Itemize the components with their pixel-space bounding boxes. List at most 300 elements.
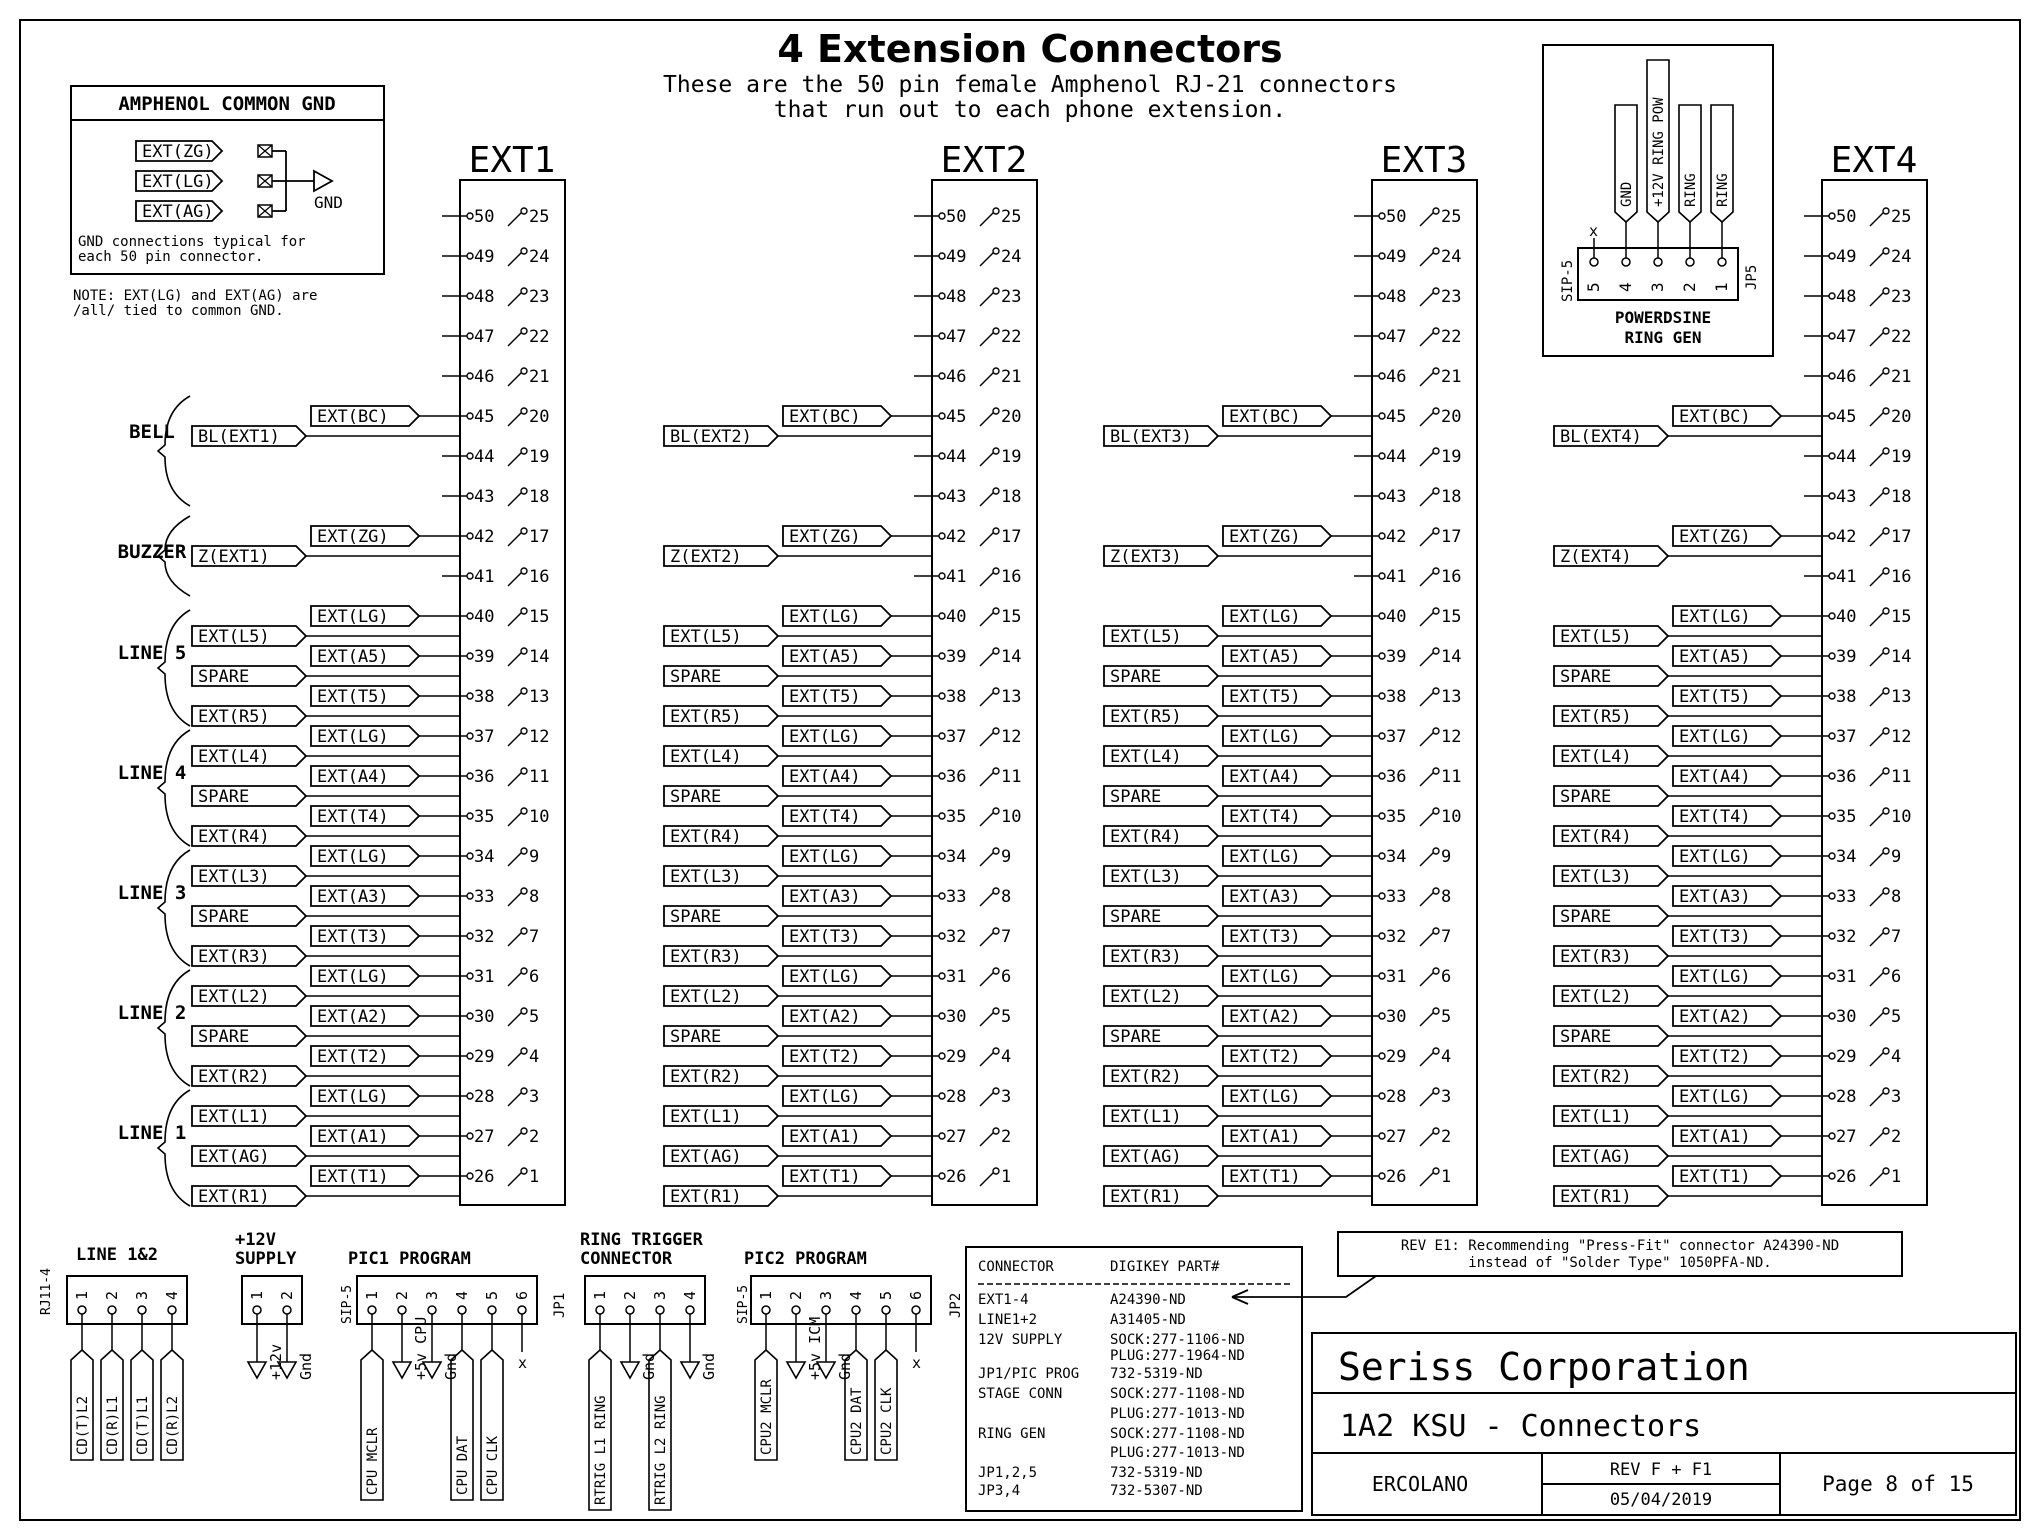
inner-signal-flag — [1223, 1126, 1331, 1147]
inner-signal-flag — [1673, 1006, 1781, 1027]
inner-signal-flag — [783, 606, 891, 627]
inner-signal-flag-text: EXT(T4) — [1229, 807, 1301, 827]
line-outer-flag — [1554, 906, 1668, 927]
inner-signal-flag-text: EXT(BC) — [1229, 407, 1301, 427]
pin-number-inner: 11 — [1891, 767, 1912, 787]
header-pin — [398, 1306, 406, 1314]
pin-contact — [521, 1088, 527, 1094]
line-outer-flag-text: EXT(L3) — [670, 867, 742, 887]
pin-number-inner: 25 — [1001, 207, 1022, 227]
pin-number-inner: 22 — [529, 327, 550, 347]
inner-signal-flag-text: EXT(A1) — [1229, 1127, 1301, 1147]
pin-number-inner: 1 — [1001, 1167, 1012, 1187]
pin-number-inner: 7 — [529, 927, 540, 947]
pin-contact — [1883, 608, 1889, 614]
inner-signal-flag-text: EXT(LG) — [789, 607, 861, 627]
pin-diagonal — [508, 852, 522, 866]
group-brace — [158, 396, 190, 506]
pin-number-inner: 6 — [1001, 967, 1012, 987]
pin-contact — [993, 968, 999, 974]
header-pin — [882, 1306, 890, 1314]
line-outer-flag — [1104, 1066, 1218, 1087]
pin-contact — [939, 813, 945, 819]
inner-signal-flag — [1223, 1006, 1331, 1027]
line-outer-flag-text: EXT(L3) — [198, 867, 270, 887]
header-pic2-end-label: JP2 — [948, 1292, 964, 1318]
parts-table-row — [978, 1426, 1245, 1442]
inner-signal-flag-text: EXT(A5) — [1229, 647, 1301, 667]
inner-signal-flag — [783, 1126, 891, 1147]
pin-contact — [1883, 568, 1889, 574]
ring-gen-signal-label: +12V RING POW — [1651, 97, 1667, 207]
line-outer-flag — [1104, 1186, 1218, 1207]
header-pic1-end-label: JP1 — [552, 1292, 568, 1318]
amphenol-signal-flag-2 — [136, 201, 222, 222]
pin-number-outer: 48 — [1836, 287, 1857, 307]
pin-contact — [1379, 773, 1385, 779]
pin-number-outer: 32 — [1836, 927, 1857, 947]
inner-signal-flag — [783, 1166, 891, 1187]
pin-diagonal — [1870, 212, 1884, 226]
inner-signal-flag-text: EXT(LG) — [317, 1087, 389, 1107]
pin-contact — [1433, 1168, 1439, 1174]
pin-contact — [939, 1013, 945, 1019]
pin-contact — [1379, 253, 1385, 259]
pin-number-outer: 40 — [1836, 607, 1857, 627]
pin-diagonal — [1870, 732, 1884, 746]
pin-number-inner: 18 — [1001, 487, 1022, 507]
pin-diagonal — [1870, 612, 1884, 626]
inner-signal-flag — [1223, 886, 1331, 907]
pin-diagonal — [1870, 332, 1884, 346]
pin-diagonal — [508, 612, 522, 626]
header-pin — [518, 1306, 526, 1314]
inner-signal-flag — [1673, 846, 1781, 867]
inner-signal-flag — [311, 606, 419, 627]
line-outer-flag-text: EXT(R4) — [198, 827, 270, 847]
inner-signal-flag — [1673, 646, 1781, 667]
pin-number-outer: 50 — [946, 207, 967, 227]
pin-number-outer: 42 — [1386, 527, 1407, 547]
header-pin — [488, 1306, 496, 1314]
inner-signal-flag — [311, 526, 419, 547]
pin-contact — [1883, 1168, 1889, 1174]
header-line12-side-label: RJ11-4 — [39, 1268, 54, 1315]
pin-contact — [993, 208, 999, 214]
pin-number-outer: 46 — [474, 367, 495, 387]
pin-contact — [1433, 408, 1439, 414]
pin-diagonal — [508, 1012, 522, 1026]
inner-signal-flag — [1223, 726, 1331, 747]
group-brace — [158, 970, 190, 1086]
pin-contact — [1883, 368, 1889, 374]
connector-ext2 — [664, 140, 1037, 1207]
inner-signal-flag — [1673, 1086, 1781, 1107]
pin-diagonal — [508, 1052, 522, 1066]
inner-signal-flag — [1223, 806, 1331, 827]
pin-number-outer: 28 — [1386, 1087, 1407, 1107]
pin-contact — [939, 973, 945, 979]
inner-signal-flag-text: EXT(A2) — [1679, 1007, 1751, 1027]
inner-signal-flag — [783, 1046, 891, 1067]
header-pic2-title: PIC2 PROGRAM — [744, 1249, 867, 1269]
header-pin-number: 2 — [103, 1290, 121, 1300]
pin-contact — [1433, 768, 1439, 774]
pin-diagonal — [1420, 772, 1434, 786]
pin-diagonal — [980, 1052, 994, 1066]
inner-signal-flag-text: EXT(A3) — [789, 887, 861, 907]
pin-contact — [939, 253, 945, 259]
inner-signal-flag — [311, 886, 419, 907]
line-outer-flag — [1104, 946, 1218, 967]
inner-signal-flag-text: EXT(A4) — [1229, 767, 1301, 787]
pin-contact — [467, 1173, 473, 1179]
pin-contact — [939, 653, 945, 659]
pin-number-outer: 39 — [1386, 647, 1407, 667]
pin-contact — [1883, 208, 1889, 214]
pin-number-inner: 10 — [1001, 807, 1022, 827]
pin-diagonal — [508, 892, 522, 906]
pin-diagonal — [980, 772, 994, 786]
pin-contact — [1829, 1013, 1835, 1019]
pin-number-inner: 17 — [1441, 527, 1462, 547]
inner-signal-flag — [311, 686, 419, 707]
pin-contact — [939, 1053, 945, 1059]
pin-contact — [939, 333, 945, 339]
pin-number-inner: 17 — [529, 527, 550, 547]
pin-contact — [1883, 1088, 1889, 1094]
pin-number-inner: 4 — [1001, 1047, 1012, 1067]
pin-number-inner: 12 — [529, 727, 550, 747]
inner-signal-flag-text: EXT(A4) — [789, 767, 861, 787]
pin-number-outer: 34 — [946, 847, 967, 867]
inner-signal-flag-text: EXT(ZG) — [1229, 527, 1301, 547]
pin-contact — [467, 1133, 473, 1139]
pin-contact — [1829, 813, 1835, 819]
line-outer-flag — [192, 1186, 306, 1207]
pin-contact — [521, 1008, 527, 1014]
line-outer-flag-text: SPARE — [1110, 787, 1162, 807]
inner-signal-flag — [783, 526, 891, 547]
inner-signal-flag — [311, 1046, 419, 1067]
pin-contact — [1883, 1008, 1889, 1014]
inner-signal-flag-text: EXT(A5) — [317, 647, 389, 667]
pin-number-outer: 48 — [946, 287, 967, 307]
pin-number-inner: 2 — [529, 1127, 540, 1147]
pin-contact — [1883, 808, 1889, 814]
parts-table-part: SOCK:277-1108-ND — [1110, 1386, 1245, 1402]
pin-number-inner: 7 — [1891, 927, 1902, 947]
pin-contact — [467, 253, 473, 259]
pin-diagonal — [980, 532, 994, 546]
buzzer-flag — [1554, 546, 1668, 567]
ring-gen-signal-label: RING — [1715, 173, 1731, 207]
pin-number-inner: 20 — [529, 407, 550, 427]
pin-number-inner: 17 — [1891, 527, 1912, 547]
inner-signal-flag — [1673, 766, 1781, 787]
pin-number-inner: 6 — [529, 967, 540, 987]
header-signal-label: +5v ICM — [806, 1316, 824, 1380]
pin-diagonal — [1420, 372, 1434, 386]
amphenol-gnd-label: GND — [314, 193, 343, 212]
pin-number-outer: 38 — [1836, 687, 1857, 707]
pin-number-outer: 37 — [474, 727, 495, 747]
pin-contact — [993, 568, 999, 574]
pin-diagonal — [1870, 452, 1884, 466]
parts-table-part: A24390-ND — [1110, 1292, 1186, 1308]
header-signal-label: CPU MCLR — [365, 1427, 381, 1495]
pin-number-inner: 1 — [529, 1167, 540, 1187]
pin-number-inner: 6 — [1891, 967, 1902, 987]
pin-contact — [993, 888, 999, 894]
pin-diagonal — [980, 492, 994, 506]
inner-signal-flag-text: EXT(LG) — [1229, 607, 1301, 627]
header-pin-number: 4 — [847, 1290, 865, 1300]
group-label-4: LINE 3 — [117, 882, 187, 904]
pin-contact — [1829, 693, 1835, 699]
header-pic1-title: PIC1 PROGRAM — [348, 1249, 471, 1269]
line-outer-flag-text: EXT(R5) — [670, 707, 742, 727]
line-outer-flag-text: EXT(AG) — [1560, 1147, 1632, 1167]
inner-signal-flag-text: EXT(LG) — [317, 607, 389, 627]
inner-signal-flag — [1673, 886, 1781, 907]
header-signal-label: RTRIG L1 RING — [593, 1395, 609, 1505]
inner-signal-flag — [1223, 766, 1331, 787]
pin-contact — [521, 248, 527, 254]
pin-contact — [467, 333, 473, 339]
line-outer-flag-text: EXT(L1) — [670, 1107, 742, 1127]
header-signal-label: +12v — [267, 1343, 285, 1380]
pin-contact — [939, 1093, 945, 1099]
pin-contact — [467, 653, 473, 659]
connector-ext3 — [1104, 140, 1477, 1207]
parts-table-connector: LINE1+2 — [978, 1312, 1038, 1328]
line-outer-flag-text: EXT(R5) — [198, 707, 270, 727]
buzzer-flag-text: Z(EXT1) — [198, 547, 270, 567]
pin-number-outer: 44 — [1386, 447, 1407, 467]
connector-title: EXT2 — [940, 140, 1028, 181]
line-outer-flag-text: EXT(AG) — [198, 1147, 270, 1167]
pin-diagonal — [1870, 1052, 1884, 1066]
pin-contact — [993, 1088, 999, 1094]
pin-contact — [1829, 533, 1835, 539]
pin-contact — [1379, 653, 1385, 659]
pin-diagonal — [1870, 1172, 1884, 1186]
pin-number-outer: 45 — [474, 407, 495, 427]
header-pin-number: 6 — [907, 1290, 925, 1300]
inner-signal-flag-text: EXT(A5) — [789, 647, 861, 667]
line-outer-flag-text: EXT(L2) — [198, 987, 270, 1007]
parts-table-row — [1110, 1348, 1245, 1364]
inner-signal-flag-text: EXT(A2) — [789, 1007, 861, 1027]
header-pin-number: 2 — [621, 1290, 639, 1300]
line-outer-flag-text: SPARE — [198, 907, 250, 927]
ring-gen-pin — [1718, 258, 1726, 266]
pin-contact — [467, 853, 473, 859]
header-signal-label: CD(T)L1 — [135, 1395, 151, 1455]
header-pin-number: 3 — [651, 1290, 669, 1300]
pin-contact — [939, 453, 945, 459]
line-outer-flag-text: EXT(R2) — [670, 1067, 742, 1087]
bell-flag-text: BL(EXT1) — [198, 427, 280, 447]
line-outer-flag — [664, 986, 778, 1007]
pin-number-outer: 49 — [474, 247, 495, 267]
header-pin-number: 1 — [757, 1290, 775, 1300]
line-outer-flag-text: EXT(L5) — [670, 627, 742, 647]
pin-contact — [1883, 1128, 1889, 1134]
line-outer-flag — [1554, 1186, 1668, 1207]
pin-diagonal — [980, 692, 994, 706]
ring-gen-pin — [1686, 258, 1694, 266]
group-brace — [158, 730, 190, 846]
line-outer-flag — [192, 1106, 306, 1127]
group-brace — [158, 1090, 190, 1206]
pin-number-outer: 30 — [1386, 1007, 1407, 1027]
inner-signal-flag-text: EXT(A3) — [1229, 887, 1301, 907]
pin-contact — [467, 213, 473, 219]
ring-gen-pin — [1590, 258, 1598, 266]
line-outer-flag — [192, 786, 306, 807]
header-signal-label: Gnd — [640, 1352, 658, 1380]
pin-number-outer: 50 — [1386, 207, 1407, 227]
line-outer-flag-text: EXT(L5) — [198, 627, 270, 647]
pin-contact — [993, 288, 999, 294]
inner-signal-flag-text: EXT(A3) — [1679, 887, 1751, 907]
pin-diagonal — [1420, 852, 1434, 866]
pin-number-outer: 49 — [1836, 247, 1857, 267]
pin-diagonal — [1870, 252, 1884, 266]
group-label-1: BUZZER — [117, 541, 187, 563]
ring-gen-pin-number: 4 — [1616, 282, 1635, 292]
pin-contact — [1379, 533, 1385, 539]
pin-contact — [939, 573, 945, 579]
line-outer-flag-text: EXT(L5) — [1110, 627, 1182, 647]
pin-contact — [939, 533, 945, 539]
line-outer-flag-text: EXT(L2) — [1560, 987, 1632, 1007]
pin-contact — [521, 208, 527, 214]
line-outer-flag-text: EXT(R1) — [670, 1187, 742, 1207]
pin-diagonal — [508, 212, 522, 226]
pin-diagonal — [1870, 852, 1884, 866]
inner-signal-flag-text: EXT(T3) — [1229, 927, 1301, 947]
pin-contact — [1883, 968, 1889, 974]
inner-signal-flag-text: EXT(LG) — [1679, 967, 1751, 987]
line-outer-flag — [1554, 626, 1668, 647]
inner-signal-flag-text: EXT(LG) — [1679, 847, 1751, 867]
pin-number-outer: 29 — [1836, 1047, 1857, 1067]
line-outer-flag-text: EXT(R1) — [198, 1187, 270, 1207]
pin-contact — [1829, 733, 1835, 739]
inner-signal-flag — [311, 726, 419, 747]
title-block — [1312, 1333, 2016, 1515]
pin-diagonal — [508, 412, 522, 426]
pin-contact — [939, 293, 945, 299]
rev-note — [1232, 1232, 1902, 1304]
pin-diagonal — [1870, 1012, 1884, 1026]
pin-contact — [467, 493, 473, 499]
inner-signal-flag — [1673, 726, 1781, 747]
inner-signal-flag-text: EXT(A5) — [1679, 647, 1751, 667]
line-outer-flag-text: EXT(R3) — [670, 947, 742, 967]
pin-contact — [939, 733, 945, 739]
line-outer-flag — [192, 906, 306, 927]
inner-signal-flag-text: EXT(LG) — [789, 727, 861, 747]
pin-diagonal — [508, 1092, 522, 1106]
ring-gen-caption-line-2: RING GEN — [1624, 328, 1702, 347]
inner-signal-flag-text: EXT(T1) — [789, 1167, 861, 1187]
line-outer-flag-text: EXT(R1) — [1560, 1187, 1632, 1207]
pin-contact — [1433, 968, 1439, 974]
group-label-2: LINE 5 — [117, 642, 187, 664]
pin-number-inner: 21 — [529, 367, 550, 387]
line-outer-flag — [1554, 666, 1668, 687]
pin-contact — [1379, 693, 1385, 699]
pin-contact — [521, 928, 527, 934]
pin-diagonal — [980, 212, 994, 226]
line-outer-flag-text: EXT(AG) — [1110, 1147, 1182, 1167]
pin-diagonal — [1870, 772, 1884, 786]
pin-contact — [521, 528, 527, 534]
pin-number-inner: 12 — [1441, 727, 1462, 747]
pin-contact — [1433, 848, 1439, 854]
header-pin — [686, 1306, 694, 1314]
line-outer-flag-text: EXT(R3) — [1560, 947, 1632, 967]
pin-number-inner: 14 — [1441, 647, 1462, 667]
parts-table-part: 732-5319-ND — [1110, 1465, 1203, 1481]
pin-contact — [467, 373, 473, 379]
ring-gen-caption-line-1: POWERDSINE — [1614, 308, 1712, 327]
pin-number-outer: 27 — [474, 1127, 495, 1147]
pin-number-inner: 24 — [1441, 247, 1462, 267]
pin-number-outer: 35 — [1836, 807, 1857, 827]
pin-number-outer: 26 — [946, 1167, 967, 1187]
header-pin-number: 4 — [681, 1290, 699, 1300]
pin-contact — [1379, 573, 1385, 579]
inner-signal-flag-text: EXT(A4) — [317, 767, 389, 787]
pin-number-inner: 2 — [1891, 1127, 1902, 1147]
group-label-5: LINE 2 — [117, 1002, 187, 1024]
pin-number-inner: 13 — [1891, 687, 1912, 707]
inner-signal-flag — [1223, 646, 1331, 667]
pin-diagonal — [980, 812, 994, 826]
header-pic2-side-label: SIP-5 — [736, 1284, 751, 1324]
pin-contact — [993, 808, 999, 814]
pin-contact — [1433, 328, 1439, 334]
pin-contact — [467, 693, 473, 699]
pin-number-outer: 48 — [1386, 287, 1407, 307]
line-outer-flag-text: EXT(R2) — [1560, 1067, 1632, 1087]
power-arrow-icon — [787, 1362, 805, 1378]
pin-contact — [467, 973, 473, 979]
line-outer-flag — [1104, 786, 1218, 807]
pin-number-outer: 37 — [1386, 727, 1407, 747]
header-pin-number: 2 — [787, 1290, 805, 1300]
pin-diagonal — [1420, 692, 1434, 706]
inner-signal-flag-text: EXT(T2) — [1679, 1047, 1751, 1067]
inner-signal-flag — [1673, 806, 1781, 827]
line-outer-flag — [192, 826, 306, 847]
pin-number-outer: 33 — [474, 887, 495, 907]
pin-number-outer: 27 — [1386, 1127, 1407, 1147]
line-outer-flag — [664, 906, 778, 927]
inner-signal-flag-text: EXT(BC) — [1679, 407, 1751, 427]
sheet-subtitle-line-2: that run out to each phone extension. — [773, 97, 1287, 123]
pin-number-outer: 31 — [1836, 967, 1857, 987]
signal-group-labels — [118, 396, 190, 1206]
inner-signal-flag — [311, 1166, 419, 1187]
pin-contact — [1829, 373, 1835, 379]
line-outer-flag-text: EXT(AG) — [670, 1147, 742, 1167]
